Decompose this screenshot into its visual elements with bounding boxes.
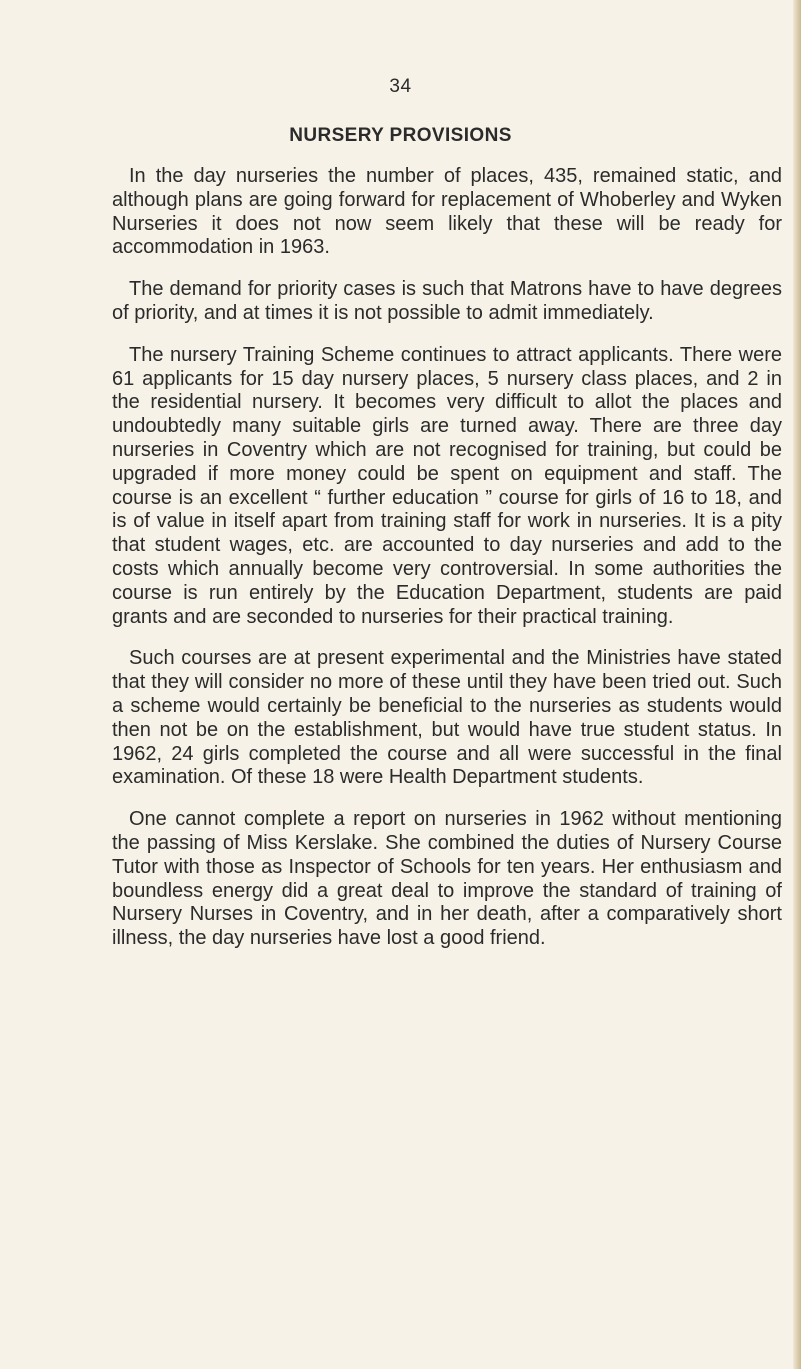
paragraph-priority-cases: The demand for priority cases is such that Matrons have to have degrees of priority, and at times it is not possible to admit immediately. xyxy=(112,278,782,324)
paragraph-training-scheme: The nursery Training Scheme continues to attract applicants. There were 61 applicants for 15 day nursery places, 5 nursery class places, and 2 in the residential nursery. It becomes very difficult to allot the places and undoubtedly many suitable girls are turned away. There are three day nurseries in Coventry which are not recognised for training, but could be upgraded if more money could be spent on equipment and staff. The course is an excellent “ further education ” course for girls of 16 to 18, and is of value in itself apart from training staff for work in nurseries. It is a pity that student wages, etc. are accounted to day nurseries and add to the costs which annually become very controversial. In some authorities the course is run entirely by the Education Department, students are paid grants and are seconded to nurseries for their practical training. xyxy=(112,343,782,628)
body-text xyxy=(112,165,782,969)
paragraph-day-nursery-places: In the day nurseries the number of places, 435, remained static, and although plans are going forward for replacement of Whoberley and Wyken Nurseries it does not now seem likely that these will be ready for accommodation in 1963. xyxy=(112,165,782,259)
page-number: 34 xyxy=(389,76,412,97)
page-edge-shadow xyxy=(793,0,801,1369)
paragraph-miss-kerslake: One cannot complete a report on nurseries in 1962 without mentioning the passing of Miss Kerslake. She combined the duties of Nursery Course Tutor with those as Inspector of Schools for ten years. Her enthusiasm and boundless energy did a great deal to improve the standard of training of Nursery Nurses in Coventry, and in her death, after a comparatively short illness, the day nurseries have lost a good friend. xyxy=(112,808,782,950)
paragraph-experimental-courses: Such courses are at present experimental and the Ministries have stated that they will consider no more of these until they have been tried out. Such a scheme would certainly be beneficial to the nurseries as students would then not be on the establishment, but would have true student status. In 1962, 24 girls completed the course and all were successful in the final examination. Of these 18 were Health Department students. xyxy=(112,647,782,789)
section-heading: NURSERY PROVISIONS xyxy=(289,125,512,146)
